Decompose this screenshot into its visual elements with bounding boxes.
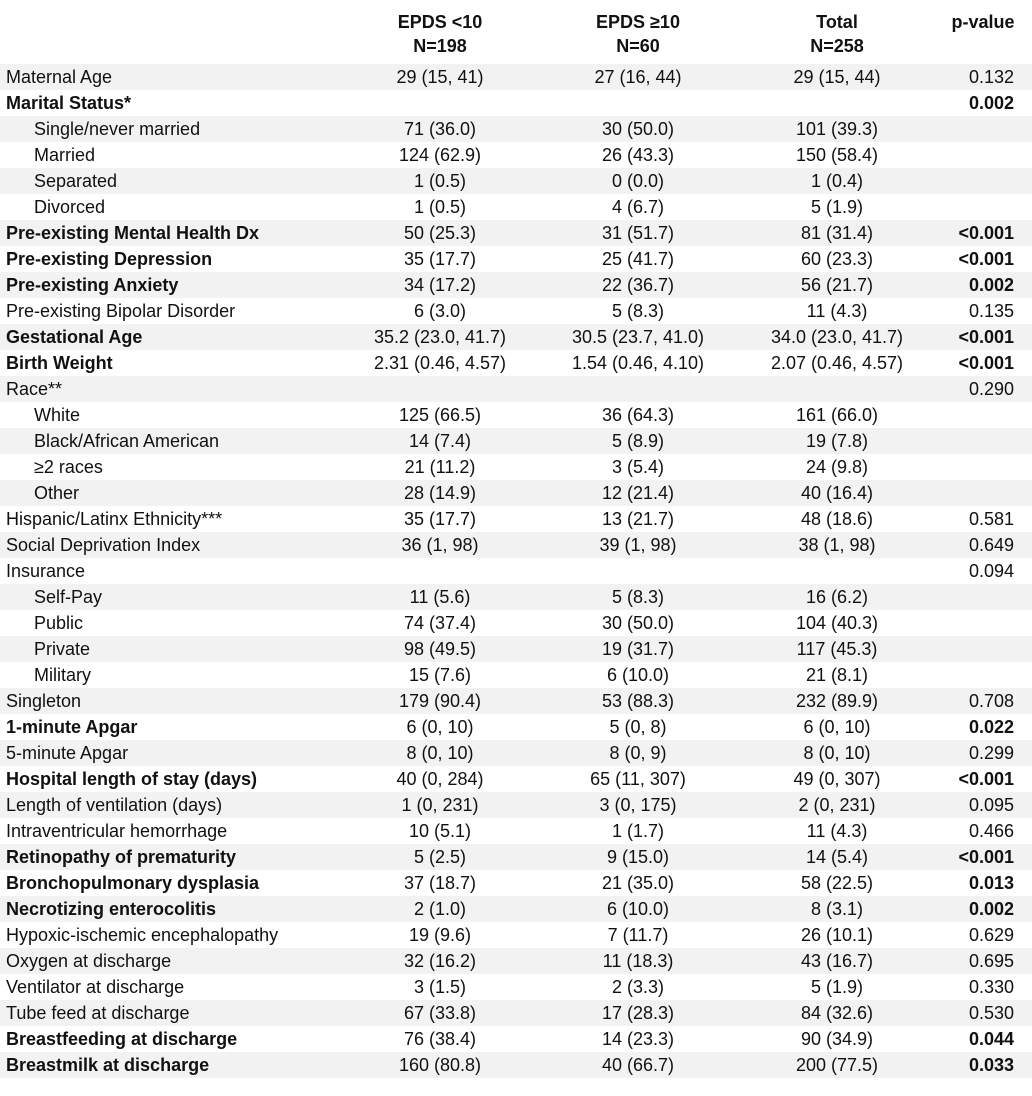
cell-epds-low: 124 (62.9) — [398, 145, 482, 165]
cell-epds-high: 22 (36.7) — [601, 275, 675, 295]
row-label: Breastfeeding at discharge — [6, 1029, 238, 1049]
cell-p-value: 0.695 — [968, 951, 1014, 971]
cell-p-value: 0.044 — [968, 1029, 1014, 1049]
row-label: Maternal Age — [6, 67, 113, 87]
table-row — [0, 974, 1032, 1000]
cell-total: 19 (7.8) — [805, 431, 869, 451]
row-label: ≥2 races — [34, 457, 103, 477]
cell-total: 34.0 (23.0, 41.7) — [770, 327, 904, 347]
table-row — [0, 844, 1032, 870]
table-row — [0, 350, 1032, 376]
cell-epds-low: 98 (49.5) — [403, 639, 477, 659]
row-label: Bronchopulmonary dysplasia — [6, 873, 260, 893]
cell-epds-low: 35 (17.7) — [403, 509, 477, 529]
cell-epds-low: 40 (0, 284) — [396, 769, 484, 789]
cell-p-value: <0.001 — [958, 769, 1014, 789]
row-label: Divorced — [34, 197, 106, 217]
table-row — [0, 870, 1032, 896]
header-epds-high — [538, 10, 738, 58]
cell-epds-high: 1 (1.7) — [611, 821, 665, 841]
row-label: Marital Status* — [6, 93, 132, 113]
row-label: Gestational Age — [6, 327, 143, 347]
row-label: Black/African American — [34, 431, 220, 451]
cell-epds-high: 40 (66.7) — [601, 1055, 675, 1075]
cell-epds-low: 67 (33.8) — [403, 1003, 477, 1023]
cell-total: 29 (15, 44) — [793, 67, 881, 87]
row-label: Intraventricular hemorrhage — [6, 821, 228, 841]
cell-p-value: <0.001 — [958, 353, 1014, 373]
cell-epds-low: 21 (11.2) — [404, 457, 476, 477]
table-row — [0, 90, 1032, 116]
row-label: Social Deprivation Index — [6, 535, 201, 555]
row-label: Pre-existing Depression — [6, 249, 213, 269]
table-row — [0, 766, 1032, 792]
cell-p-value: 0.002 — [968, 93, 1014, 113]
table-header — [0, 0, 1032, 64]
cell-epds-low: 1 (0.5) — [413, 197, 467, 217]
table-row — [0, 246, 1032, 272]
row-label: Insurance — [6, 561, 86, 581]
cell-total: 117 (45.3) — [796, 639, 878, 659]
cell-total: 24 (9.8) — [805, 457, 869, 477]
cell-total: 56 (21.7) — [800, 275, 874, 295]
header-epds-low — [342, 10, 538, 58]
cell-p-value: <0.001 — [958, 847, 1014, 867]
cell-epds-low: 35.2 (23.0, 41.7) — [373, 327, 507, 347]
cell-p-value: 0.094 — [968, 561, 1014, 581]
row-label: Race** — [6, 379, 63, 399]
table-row — [0, 792, 1032, 818]
cell-epds-low: 19 (9.6) — [408, 925, 472, 945]
cell-epds-low: 125 (66.5) — [398, 405, 482, 425]
cell-total: 5 (1.9) — [810, 977, 864, 997]
cell-epds-low: 5 (2.5) — [413, 847, 467, 867]
row-label: Hospital length of stay (days) — [6, 769, 258, 789]
cell-epds-low: 8 (0, 10) — [406, 743, 474, 763]
cell-epds-low: 34 (17.2) — [403, 275, 477, 295]
cell-epds-low: 179 (90.4) — [398, 691, 482, 711]
cell-p-value: 0.132 — [968, 67, 1014, 87]
row-label: Retinopathy of prematurity — [6, 847, 237, 867]
header-epds-low-n: N=198 — [413, 36, 467, 56]
cell-total: 26 (10.1) — [800, 925, 874, 945]
row-label: Other — [34, 483, 80, 503]
row-label: 5-minute Apgar — [6, 743, 129, 763]
cell-epds-low: 10 (5.1) — [408, 821, 472, 841]
cell-total: 101 (39.3) — [795, 119, 879, 139]
table-row — [0, 402, 1032, 428]
cell-total: 40 (16.4) — [800, 483, 874, 503]
cell-epds-high: 30 (50.0) — [601, 119, 675, 139]
cell-epds-high: 27 (16, 44) — [594, 67, 682, 87]
row-label: Self-Pay — [34, 587, 103, 607]
cell-total: 38 (1, 98) — [798, 535, 876, 555]
table-row — [0, 558, 1032, 584]
header-epds-high-title: EPDS ≥10 — [596, 12, 680, 32]
cell-epds-low: 2 (1.0) — [413, 899, 467, 919]
cell-epds-low: 6 (0, 10) — [406, 717, 474, 737]
cell-p-value: <0.001 — [958, 223, 1014, 243]
row-label: Public — [34, 613, 84, 633]
cell-epds-high: 19 (31.7) — [601, 639, 675, 659]
table-row — [0, 818, 1032, 844]
table-row — [0, 298, 1032, 324]
table-row — [0, 662, 1032, 688]
cell-total: 11 (4.3) — [806, 301, 868, 321]
row-label: 1-minute Apgar — [6, 717, 138, 737]
header-total-title: Total — [816, 12, 858, 32]
cell-epds-low: 160 (80.8) — [398, 1055, 482, 1075]
cell-epds-high: 30.5 (23.7, 41.0) — [571, 327, 705, 347]
cell-epds-high: 1.54 (0.46, 4.10) — [571, 353, 705, 373]
cell-epds-high: 5 (8.3) — [611, 587, 665, 607]
cell-epds-high: 14 (23.3) — [601, 1029, 675, 1049]
table-row — [0, 480, 1032, 506]
cell-epds-low: 71 (36.0) — [403, 119, 477, 139]
cell-epds-high: 7 (11.7) — [607, 925, 669, 945]
cell-epds-high: 13 (21.7) — [601, 509, 675, 529]
cell-total: 232 (89.9) — [795, 691, 879, 711]
cell-epds-high: 5 (8.3) — [611, 301, 665, 321]
cell-epds-low: 74 (37.4) — [403, 613, 477, 633]
cell-epds-high: 6 (10.0) — [606, 899, 670, 919]
table-row — [0, 948, 1032, 974]
table-row — [0, 428, 1032, 454]
table-row — [0, 714, 1032, 740]
cell-p-value: 0.530 — [968, 1003, 1014, 1023]
cell-p-value: 0.649 — [968, 535, 1014, 555]
cell-p-value: 0.708 — [968, 691, 1014, 711]
row-label: White — [34, 405, 81, 425]
header-total — [738, 10, 936, 58]
header-epds-high-n: N=60 — [616, 36, 660, 56]
table-row — [0, 896, 1032, 922]
cell-epds-high: 30 (50.0) — [601, 613, 675, 633]
cell-epds-high: 0 (0.0) — [611, 171, 665, 191]
cell-p-value: 0.033 — [968, 1055, 1014, 1075]
row-label: Oxygen at discharge — [6, 951, 172, 971]
cell-total: 11 (4.3) — [806, 821, 868, 841]
cell-p-value: 0.290 — [968, 379, 1014, 399]
table-row — [0, 688, 1032, 714]
cell-epds-high: 5 (8.9) — [611, 431, 665, 451]
table-row — [0, 922, 1032, 948]
cell-total: 60 (23.3) — [800, 249, 874, 269]
header-epds-low-title: EPDS <10 — [397, 12, 483, 32]
table-row — [0, 1000, 1032, 1026]
row-label: Ventilator at discharge — [6, 977, 185, 997]
row-label: Separated — [34, 171, 118, 191]
table-body — [0, 64, 1032, 1078]
table-row — [0, 64, 1032, 90]
cell-epds-high: 2 (3.3) — [611, 977, 665, 997]
cell-p-value: <0.001 — [958, 327, 1014, 347]
header-p-value — [936, 10, 1030, 34]
table-row — [0, 1026, 1032, 1052]
row-label: Married — [34, 145, 96, 165]
table-row — [0, 506, 1032, 532]
cell-total: 104 (40.3) — [795, 613, 879, 633]
table-row — [0, 324, 1032, 350]
cell-p-value: 0.466 — [968, 821, 1014, 841]
table-row — [0, 454, 1032, 480]
cell-epds-high: 5 (0, 8) — [609, 717, 667, 737]
cell-epds-high: 39 (1, 98) — [599, 535, 677, 555]
cell-p-value: 0.581 — [968, 509, 1014, 529]
cell-total: 200 (77.5) — [795, 1055, 879, 1075]
row-label: Birth Weight — [6, 353, 113, 373]
cell-p-value: 0.299 — [968, 743, 1014, 763]
table-row — [0, 584, 1032, 610]
cell-p-value: 0.013 — [968, 873, 1014, 893]
row-label: Necrotizing enterocolitis — [6, 899, 217, 919]
cell-epds-low: 28 (14.9) — [403, 483, 477, 503]
cell-epds-high: 12 (21.4) — [601, 483, 675, 503]
cell-epds-high: 25 (41.7) — [601, 249, 675, 269]
cell-total: 8 (0, 10) — [803, 743, 871, 763]
cell-epds-high: 6 (10.0) — [606, 665, 670, 685]
table-row — [0, 220, 1032, 246]
row-label: Breastmilk at discharge — [6, 1055, 210, 1075]
cell-total: 43 (16.7) — [800, 951, 874, 971]
cell-epds-high: 53 (88.3) — [601, 691, 675, 711]
table-row — [0, 610, 1032, 636]
table-row — [0, 194, 1032, 220]
row-label: Pre-existing Bipolar Disorder — [6, 301, 236, 321]
cell-total: 58 (22.5) — [800, 873, 874, 893]
cell-epds-low: 1 (0.5) — [413, 171, 467, 191]
row-label: Military — [34, 665, 91, 685]
row-label: Hispanic/Latinx Ethnicity*** — [6, 509, 223, 529]
cell-epds-low: 32 (16.2) — [403, 951, 477, 971]
cell-epds-high: 4 (6.7) — [611, 197, 665, 217]
cell-p-value: 0.330 — [968, 977, 1014, 997]
cell-p-value: 0.002 — [968, 899, 1014, 919]
cell-epds-low: 14 (7.4) — [408, 431, 472, 451]
cell-p-value: 0.022 — [968, 717, 1014, 737]
cell-total: 90 (34.9) — [800, 1029, 874, 1049]
cell-epds-low: 35 (17.7) — [403, 249, 477, 269]
cell-total: 2 (0, 231) — [798, 795, 876, 815]
table-row — [0, 532, 1032, 558]
row-label: Hypoxic-ischemic encephalopathy — [6, 925, 279, 945]
cell-total: 49 (0, 307) — [793, 769, 881, 789]
table-row — [0, 636, 1032, 662]
header-total-n: N=258 — [810, 36, 864, 56]
table-row — [0, 376, 1032, 402]
cell-epds-low: 76 (38.4) — [403, 1029, 477, 1049]
row-label: Pre-existing Mental Health Dx — [6, 223, 260, 243]
cell-total: 6 (0, 10) — [803, 717, 871, 737]
cell-total: 21 (8.1) — [805, 665, 869, 685]
cell-epds-low: 50 (25.3) — [403, 223, 477, 243]
cell-total: 8 (3.1) — [810, 899, 864, 919]
cell-epds-low: 3 (1.5) — [413, 977, 467, 997]
cell-epds-high: 17 (28.3) — [601, 1003, 675, 1023]
cell-p-value: 0.002 — [968, 275, 1014, 295]
cell-total: 161 (66.0) — [795, 405, 879, 425]
cell-total: 150 (58.4) — [795, 145, 879, 165]
cell-p-value: 0.135 — [968, 301, 1014, 321]
cell-epds-high: 31 (51.7) — [601, 223, 675, 243]
cell-epds-high: 26 (43.3) — [601, 145, 675, 165]
cell-p-value: 0.629 — [968, 925, 1014, 945]
cell-epds-high: 11 (18.3) — [602, 951, 674, 971]
cell-total: 16 (6.2) — [805, 587, 869, 607]
cell-total: 5 (1.9) — [810, 197, 864, 217]
cell-total: 1 (0.4) — [810, 171, 864, 191]
cell-p-value: 0.095 — [968, 795, 1014, 815]
row-label: Singleton — [6, 691, 82, 711]
table-row — [0, 740, 1032, 766]
cell-total: 14 (5.4) — [805, 847, 869, 867]
cell-epds-low: 6 (3.0) — [413, 301, 467, 321]
cell-epds-high: 8 (0, 9) — [609, 743, 667, 763]
cell-epds-high: 9 (15.0) — [606, 847, 670, 867]
cell-total: 81 (31.4) — [800, 223, 874, 243]
cell-epds-low: 29 (15, 41) — [396, 67, 484, 87]
cell-epds-low: 11 (5.6) — [409, 587, 471, 607]
cell-epds-low: 2.31 (0.46, 4.57) — [373, 353, 507, 373]
row-label: Private — [34, 639, 91, 659]
row-label: Length of ventilation (days) — [6, 795, 223, 815]
table-row — [0, 272, 1032, 298]
cell-epds-high: 3 (5.4) — [611, 457, 665, 477]
cell-total: 84 (32.6) — [800, 1003, 874, 1023]
cell-epds-low: 37 (18.7) — [403, 873, 477, 893]
table-row — [0, 142, 1032, 168]
row-label: Pre-existing Anxiety — [6, 275, 179, 295]
table-row — [0, 1052, 1032, 1078]
cell-total: 2.07 (0.46, 4.57) — [770, 353, 904, 373]
cell-p-value: <0.001 — [958, 249, 1014, 269]
header-p-value-title: p-value — [951, 12, 1015, 32]
row-label: Tube feed at discharge — [6, 1003, 190, 1023]
cell-epds-high: 36 (64.3) — [601, 405, 675, 425]
table-row — [0, 168, 1032, 194]
cell-total: 48 (18.6) — [800, 509, 874, 529]
cell-epds-low: 36 (1, 98) — [401, 535, 479, 555]
cell-epds-high: 3 (0, 175) — [599, 795, 677, 815]
cell-epds-low: 15 (7.6) — [408, 665, 472, 685]
table-row — [0, 116, 1032, 142]
row-label: Single/never married — [34, 119, 201, 139]
cell-epds-high: 65 (11, 307) — [590, 769, 686, 789]
cell-epds-high: 21 (35.0) — [601, 873, 675, 893]
cell-epds-low: 1 (0, 231) — [401, 795, 479, 815]
